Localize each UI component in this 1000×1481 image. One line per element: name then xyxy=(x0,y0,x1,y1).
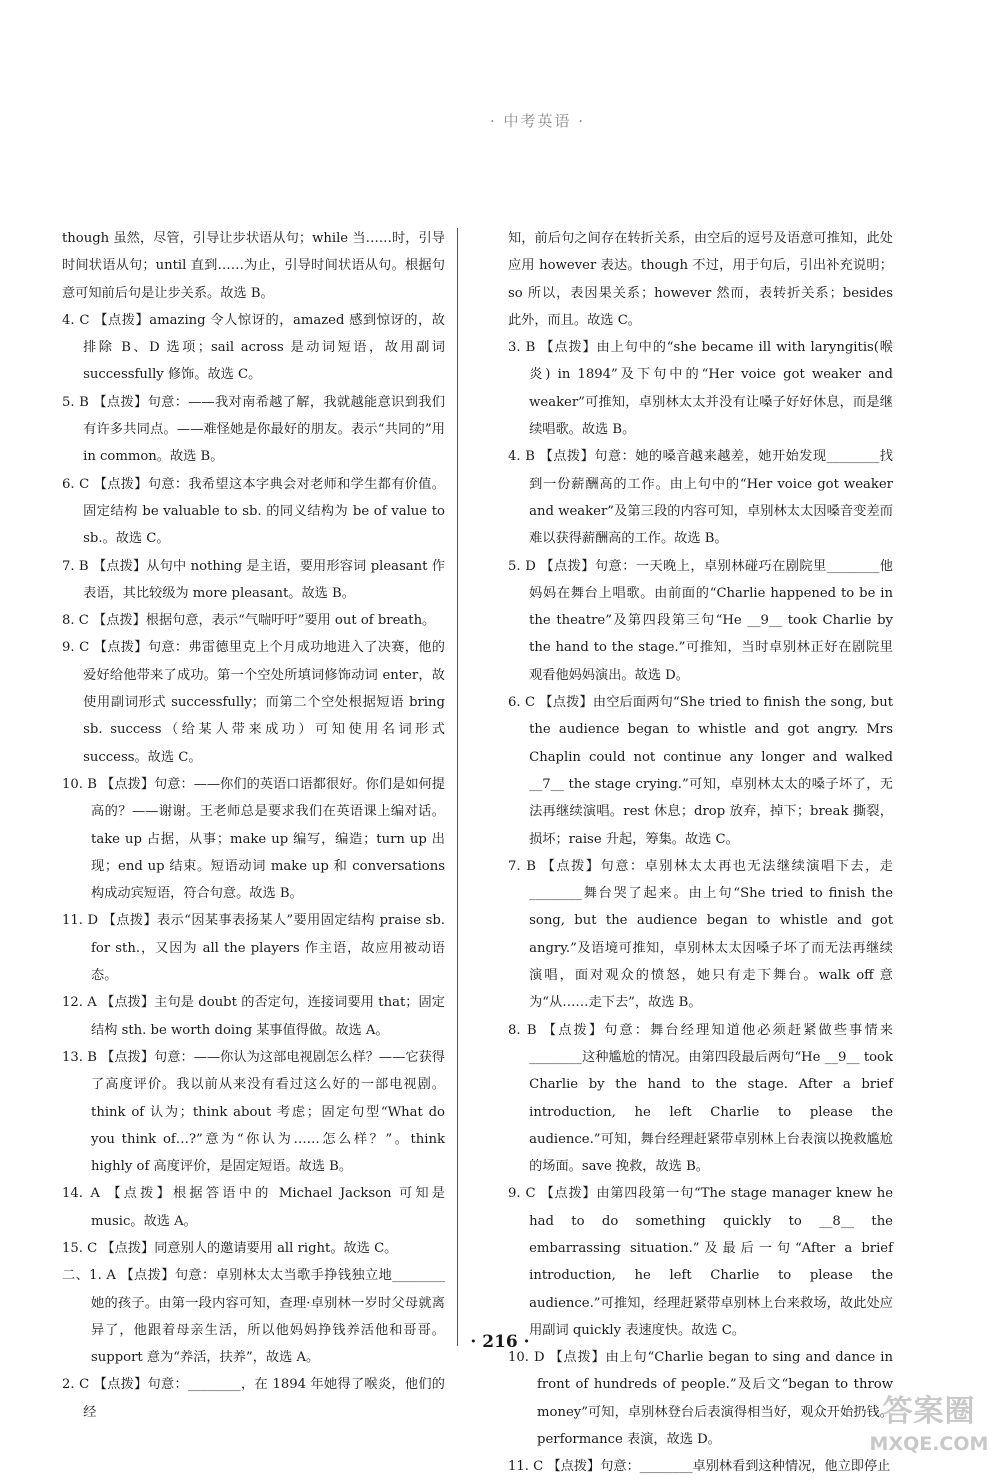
answer-item: 2. C 【点拨】句意：________，在 1894 年她得了喉炎，他们的经 xyxy=(62,1377,445,1420)
answer-item: 3. B 【点拨】由上句中的“she became ill with laryngitis(喉炎) in 1894”及下句中的“Her voice got weaker and weaker”可推知，卓别林太太并没有让嗓子好好休息，而是继续唱歌。故选 B。 xyxy=(508,340,893,438)
answer-item: 13. B 【点拨】句意：——你认为这部电视剧怎么样？——它获得了高度评价。我以前从来没有看过这么好的一部电视剧。think of 认为；think about 考虑；固定句型“What do you think of…?”意为“你认为……怎么样？”。think highly of 高度评价，是固定短语。故选 B。 xyxy=(62,1049,445,1175)
page-number: · 216 · xyxy=(470,1332,530,1352)
answer-item: though 虽然，尽管，引导让步状语从句；while 当……时，引导时间状语从句；until 直到……为止，引导时间状语从句。根据句意可知前后句是让步关系。故选 B。 xyxy=(62,231,445,301)
answer-item: 6. C 【点拨】由空后面两句“She tried to finish the song, but the audience began to whistle and got angry. Mrs Chaplin could not continue any longer and walked __7__ the stage crying.”可知，卓别林太太的嗓子坏了，无法再继续演唱。rest 休息；drop 放弃，掉下；break 撕裂，损坏；raise 升起，筹集。故选 C。 xyxy=(508,695,893,847)
watermark xyxy=(868,1392,990,1464)
answer-item: 二、1. A 【点拨】句意：卓别林太太当歌手挣钱独立地________她的孩子。由第一段内容可知，查理·卓别林一岁时父母就离异了，他跟着母亲生活，所以他妈妈挣钱养活他和哥哥。support 意为“养活，扶养”，故选 A。 xyxy=(62,1268,445,1366)
watermark-logo: 答案圈 xyxy=(882,1394,976,1429)
answer-item: 11. D 【点拨】表示“因某事表扬某人”要用固定结构 praise sb. for sth.，又因为 all the players 作主语，故应用被动语态。 xyxy=(62,913,445,984)
answer-item: 8. C 【点拨】根据句意，表示“气喘吁吁”要用 out of breath。 xyxy=(62,613,436,629)
running-header: · 中考英语 · xyxy=(490,112,586,130)
answer-item: 11. C 【点拨】句意：________卓别林看到这种情况，他立即停止 xyxy=(508,1459,891,1475)
answer-item: 知，前后句之间存在转折关系，由空后的逗号及语意可推知，此处应用 however 表达。though 不过，用于句后，引出补充说明；so 所以，表因果关系；however 然而，表转折关系；besides 此外，而且。故选 C。 xyxy=(508,231,893,328)
right-column xyxy=(508,225,893,1481)
answer-item: 4. B 【点拨】句意：她的嗓音越来越差，她开始发现________找到一份薪酬高的工作。由上句中的“Her voice got weaker and weaker”及第三段的内容可知，卓别林太太因嗓音变差而难以获得薪酬高的工作。故选 B。 xyxy=(508,449,893,547)
watermark-url: MXQE.COM xyxy=(869,1433,989,1455)
answer-item: 12. A 【点拨】主句是 doubt 的否定句，连接词要用 that；固定结构 sth. be worth doing 某事值得做。故选 A。 xyxy=(62,995,445,1038)
answer-item: 4. C 【点拨】amazing 令人惊讶的，amazed 感到惊讶的，故排除 B、D 选项；sail across 是动词短语，故用副词 successfully 修饰。故选 C。 xyxy=(62,312,445,383)
answer-item: 7. B 【点拨】句意：卓别林太太再也无法继续演唱下去，走________舞台哭了起来。由上句“She tried to finish the song, but the audience began to whistle and got angry.”及语境可推知，卓别林太太因嗓子坏了而无法再继续演唱，面对观众的愤怒，她只有走下舞台。walk off 意为“从……走下去”，故选 B。 xyxy=(508,858,893,1011)
answer-item: 5. D 【点拨】句意：一天晚上，卓别林碰巧在剧院里________他妈妈在舞台上唱歌。由前面的“Charlie happened to be in the theatre”及第四段第三句“He __9__ took Charlie by the hand to the stage.”可推知，当时卓别林正好在剧院里观看他妈妈演出。故选 D。 xyxy=(508,558,893,683)
answer-item: 6. C 【点拨】句意：我希望这本字典会对老师和学生都有价值。固定结构 be valuable to sb. 的同义结构为 be of value to sb.。故选 C。 xyxy=(62,476,445,547)
answer-item: 7. B 【点拨】从句中 nothing 是主语，要用形容词 pleasant 作表语，其比较级为 more pleasant。故选 B。 xyxy=(62,558,445,601)
answer-item: 9. C 【点拨】由第四段第一句“The stage manager knew he had to do something quickly to __8__ the embarrassing situation.”及最后一句“After a brief introduction, he left Charlie to please the audience.”可推知，经理赶紧带卓别林上台来救场，故此处应用副词 quickly 表速度快。故选 C。 xyxy=(508,1186,893,1338)
left-column xyxy=(62,225,445,1426)
answer-item: 9. C 【点拨】句意：弗雷德里克上个月成功地进入了决赛，他的爱好给他带来了成功。第一个空处所填词修饰动词 enter，故使用副词形式 successfully；而第二个空处根据短语 bring sb. success（给某人带来成功）可知使用名词形式 success。故选 C。 xyxy=(62,640,445,765)
answer-item: 5. B 【点拨】句意：——我对南希越了解，我就越能意识到我们有许多共同点。——难怪她是你最好的朋友。表示“共同的”用 in common。故选 B。 xyxy=(62,394,445,465)
answer-item: 10. B 【点拨】句意：——你们的英语口语都很好。你们是如何提高的？——谢谢。王老师总是要求我们在英语课上编对话。take up 占据，从事；make up 编写，编造；turn up 出现；end up 结束。短语动词 make up 和 conversations 构成动宾短语，符合句意。故选 B。 xyxy=(62,776,445,902)
answer-item: 15. C 【点拨】同意别人的邀请要用 all right。故选 C。 xyxy=(62,1240,398,1256)
answer-item: 14. A 【点拨】根据答语中的 Michael Jackson 可知是 music。故选 A。 xyxy=(62,1186,445,1229)
answer-item: 10. D 【点拨】由上句“Charlie began to sing and dance in front of hundreds of people.”及后文“began to throw money”可知，卓别林登台后表演得相当好，观众开始扔钱。performance 表演，故选 D。 xyxy=(508,1350,893,1448)
answer-item: 8. B 【点拨】句意：舞台经理知道他必须赶紧做些事情来________这种尴尬的情况。由第四段最后两句“He __9__ took Charlie by the hand to the stage. After a brief introduction, he left Charlie to please the audience.”可知，舞台经理赶紧带卓别林上台表演以挽救尴尬的场面。save 挽救，故选 B。 xyxy=(508,1022,893,1175)
column-divider xyxy=(457,228,458,1346)
